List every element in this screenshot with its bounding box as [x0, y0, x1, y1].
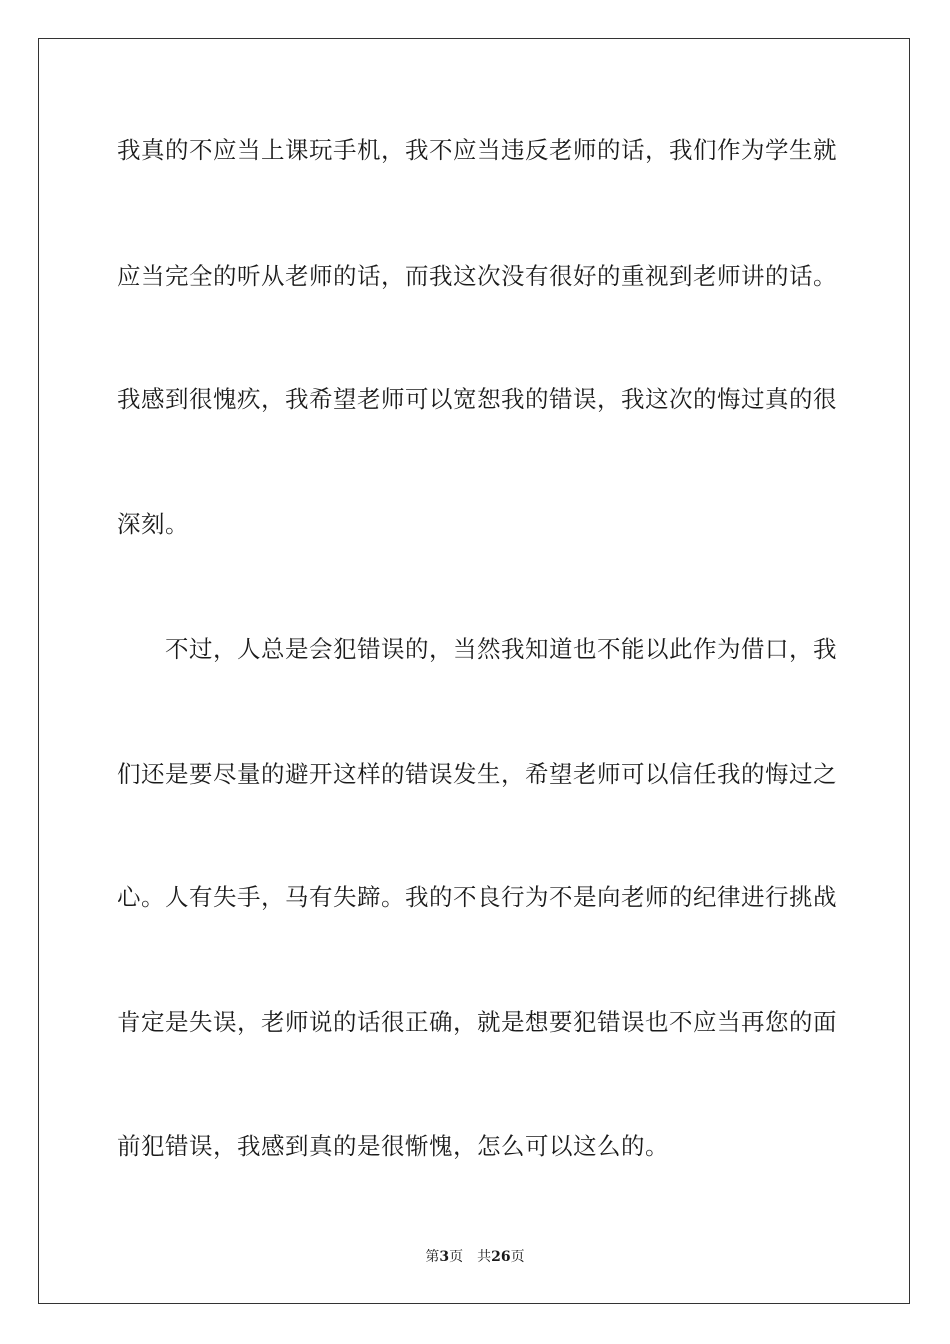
- page-prefix: 第: [425, 1249, 440, 1265]
- body-text-line: 不过，人总是会犯错误的，当然我知道也不能以此作为借口，我: [117, 635, 837, 663]
- page-footer: [0, 1248, 950, 1266]
- total-pages: 26: [491, 1249, 511, 1265]
- body-text-line: 们还是要尽量的避开这样的错误发生，希望老师可以信任我的悔过之: [117, 760, 837, 788]
- page-suffix: 页: [449, 1249, 464, 1265]
- body-text-line: 肯定是失误，老师说的话很正确，就是想要犯错误也不应当再您的面: [117, 1008, 837, 1036]
- body-text-line: 应当完全的听从老师的话，而我这次没有很好的重视到老师讲的话。: [117, 262, 837, 290]
- body-text-line: 心。人有失手，马有失蹄。我的不良行为不是向老师的纪律进行挑战: [117, 883, 837, 911]
- body-text-line: 我真的不应当上课玩手机，我不应当违反老师的话，我们作为学生就: [117, 136, 837, 164]
- page-number: 3: [439, 1249, 450, 1265]
- page-border: [38, 38, 910, 1304]
- body-text-line: 我感到很愧疚，我希望老师可以宽恕我的错误，我这次的悔过真的很: [117, 385, 837, 413]
- body-text-line: 深刻。: [117, 510, 189, 538]
- body-text-line: 前犯错误，我感到真的是很惭愧，怎么可以这么的。: [117, 1132, 669, 1160]
- total-prefix: 共: [477, 1249, 492, 1265]
- total-suffix: 页: [510, 1249, 525, 1265]
